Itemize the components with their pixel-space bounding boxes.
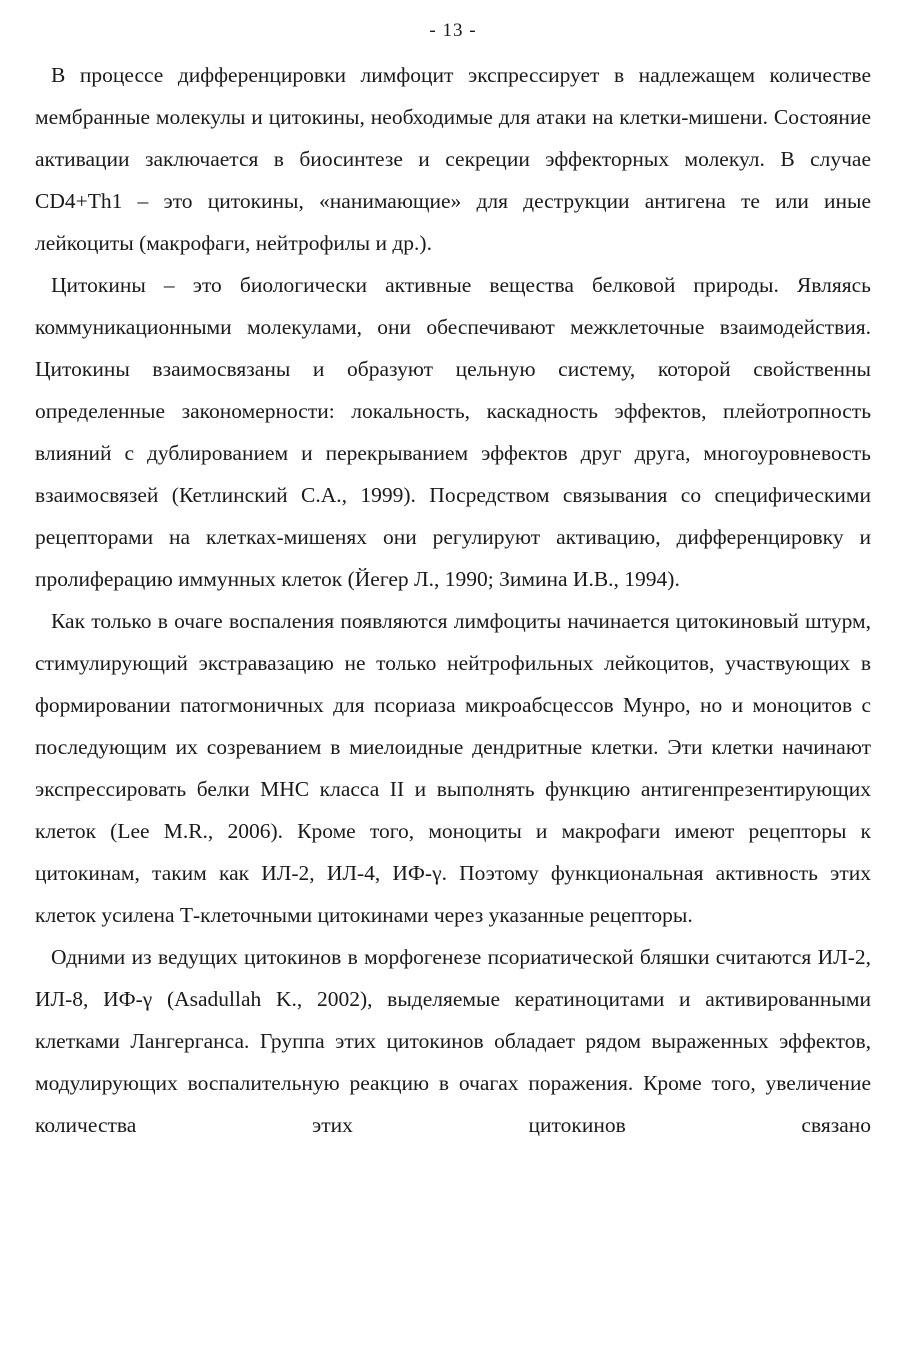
paragraph-leading-cytokines: Одними из ведущих цитокинов в морфогенезе псориатической бляшки считаются ИЛ-2, ИЛ-8, ИФ-γ (Asadullah K., 2002), выделяемые кератиноцитами и активированными клетками Лангерганса. Группа этих цитокинов обладает рядом выраженных эффектов, модулирующих воспалительную реакцию в очагах поражения. Кроме того, увеличение количества этих цитокинов связано xyxy=(35,945,871,1137)
page-number: - 13 - xyxy=(429,20,477,41)
paragraph-cytokine-storm: Как только в очаге воспаления появляются лимфоциты начинается цитокиновый штурм, стимулирующий экстравазацию не только нейтрофильных лейкоцитов, участвующих в формировании патогмоничных для псориаза микроабсцессов Мунро, но и моноцитов с последующим их созреванием в миелоидные дендритные клетки. Эти клетки начинают экспрессировать белки МНС класса II и выполнять функцию антигенпрезентирующих клеток (Lee M.R., 2006). Кроме того, моноциты и макрофаги имеют рецепторы к цитокинам, таким как ИЛ-2, ИЛ-4, ИФ-γ. Поэтому функциональная активность этих клеток усилена Т-клеточными цитокинами через указанные рецепторы. xyxy=(35,609,871,927)
paragraph-differentiation: В процессе дифференцировки лимфоцит экспрессирует в надлежащем количестве мембранные молекулы и цитокины, необходимые для атаки на клетки-мишени. Состояние активации заключается в биосинтезе и секреции эффекторных молекул. В случае CD4+Th1 – это цитокины, «нанимающие» для деструкции антигена те или иные лейкоциты (макрофаги, нейтрофилы и др.). xyxy=(35,63,871,255)
document-body xyxy=(35,54,871,1146)
paragraph-cytokines-definition: Цитокины – это биологически активные вещества белковой природы. Являясь коммуникационными молекулами, они обеспечивают межклеточные взаимодействия. Цитокины взаимосвязаны и образуют цельную систему, которой свойственны определенные закономерности: локальность, каскадность эффектов, плейотропность влияний с дублированием и перекрыванием эффектов друг друга, многоуровневость взаимосвязей (Кетлинский С.А., 1999). Посредством связывания со специфическими рецепторами на клетках-мишенях они регулируют активацию, дифференцировку и пролиферацию иммунных клеток (Йегер Л., 1990; Зимина И.В., 1994). xyxy=(35,273,871,591)
